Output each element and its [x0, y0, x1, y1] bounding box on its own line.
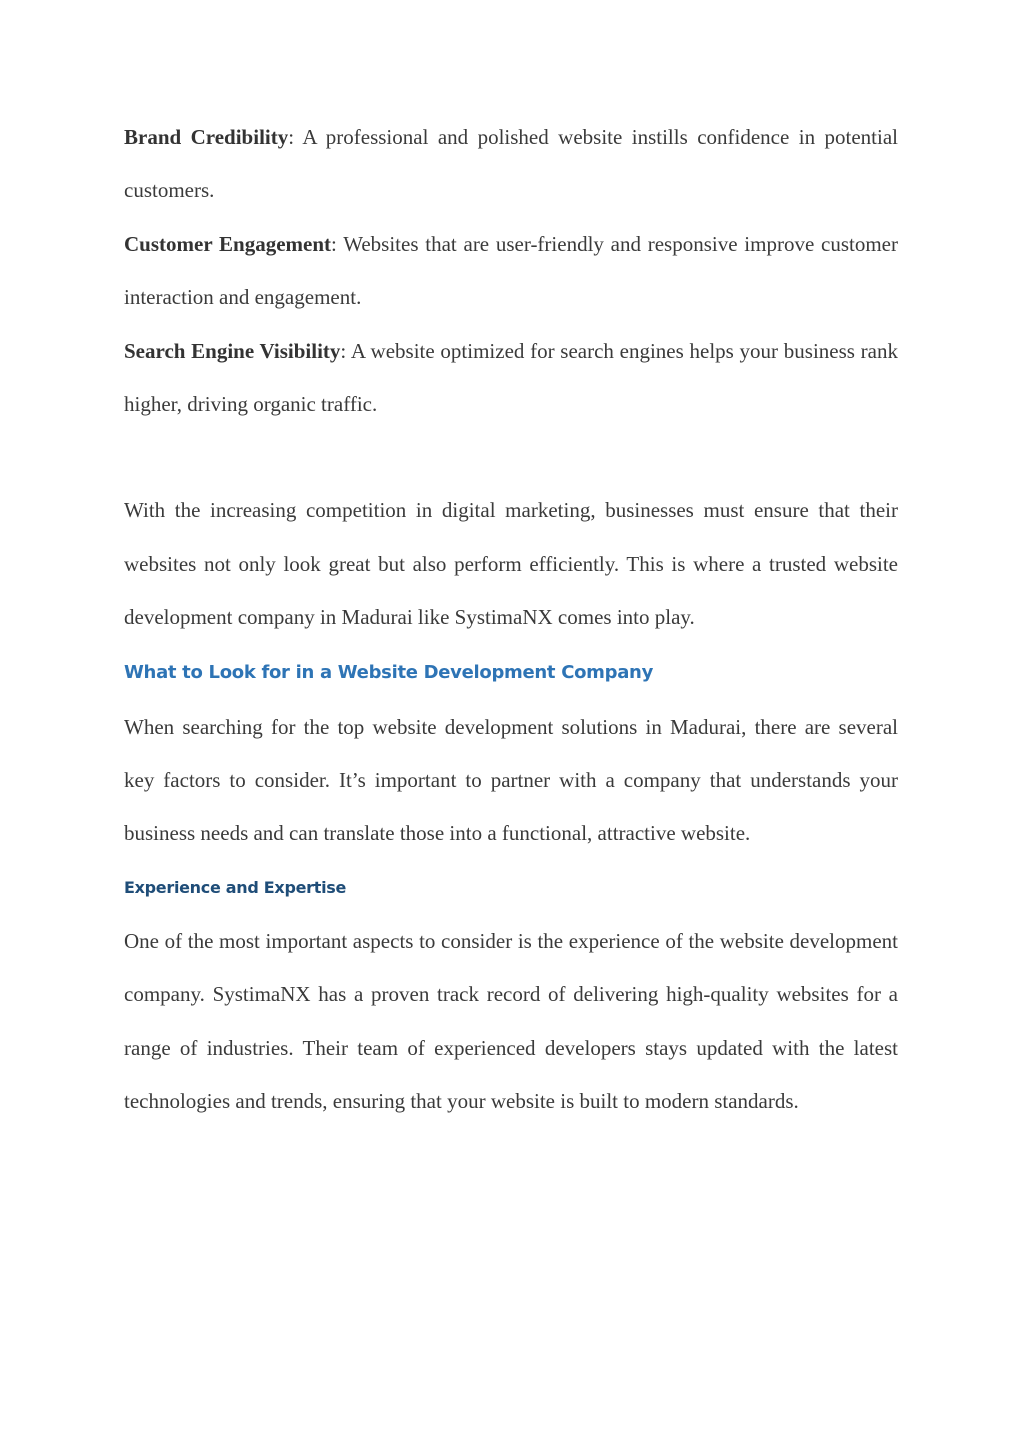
benefit-search-engine-visibility	[124, 325, 898, 432]
subsection-heading: Experience and Expertise	[124, 877, 347, 897]
benefit-term: Search Engine Visibility	[124, 338, 341, 363]
benefit-description: : Websites that are user-friendly and responsive improve customer interaction and engagement.	[124, 231, 898, 310]
benefit-description: : A website optimized for search engines helps your business rank higher, driving organic traffic.	[124, 338, 898, 417]
benefit-term: Customer Engagement	[124, 231, 332, 256]
section-paragraph: When searching for the top website development solutions in Madurai, there are several key factors to consider. It’s important to partner with a company that understands your business needs and can translate those into a functional, attractive website.	[124, 714, 898, 846]
benefit-term: Brand Credibility	[124, 125, 289, 149]
paragraph-spacer	[124, 431, 898, 484]
subsection-paragraph: One of the most important aspects to consider is the experience of the website development company. SystimaNX has a proven track record of delivering high-quality websites for a range of industries. Their team of experienced developers stays updated with the latest technologies and trends, ensuring that your website is built to modern standards.	[124, 928, 898, 1114]
section-heading: What to Look for in a Website Development Company	[124, 661, 654, 683]
intro-paragraph: With the increasing competition in digital marketing, businesses must ensure that their websites not only look great but also perform efficiently. This is where a trusted website development company in Madurai like SystimaNX comes into play.	[124, 498, 898, 630]
benefit-customer-engagement	[124, 218, 898, 325]
benefit-description: : A professional and polished website instills confidence in potential customers.	[124, 125, 898, 203]
benefit-brand-credibility	[124, 111, 898, 218]
document-content	[124, 111, 898, 1129]
